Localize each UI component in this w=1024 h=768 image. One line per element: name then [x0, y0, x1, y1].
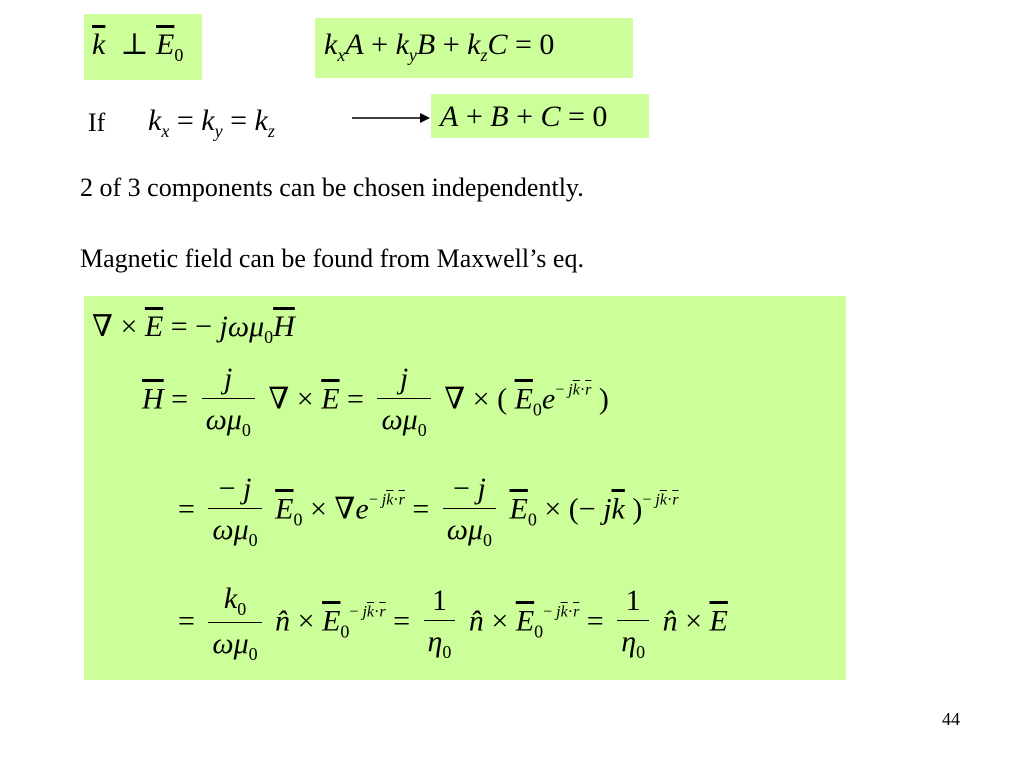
eq-condition: $k_x = k_y = k_z$ — [148, 104, 275, 141]
maxwell-line-4: = $\frac{k_0}{\omega\mu_0}$ n̂ × $\overline{E}_0^{- j\overline{k}\cdot\overline{r}}$ = $\frac{1}{\eta_0}$ n̂ × $\overline{E}_0^{- j\overline{k}\cdot\overline{r}}$ = $\frac{1}{\eta_0}$ n̂ × $\overline{E}$ — [178, 582, 728, 664]
text-magnetic: Magnetic field can be found from Maxwell’s eq. — [80, 244, 584, 273]
eq-result: A + B + C = 0 — [440, 100, 608, 133]
maxwell-line-1: ∇ × $\overline{E}$ = − $j\omega\mu_0\overline{H}$ — [92, 310, 295, 347]
maxwell-line-2: $\overline{H}$ = $\frac{j}{\omega\mu_0}$ ∇ × $\overline{E}$ = $\frac{j}{\omega\mu_0}$ ∇ × ( $\overline{E}_0e^{- j\overline{k}\cdot\overline{r}}$ ) — [142, 362, 609, 440]
page-number: 44 — [942, 709, 960, 729]
maxwell-line-3: = $\frac{- j}{\omega\mu_0}$ $\overline{E}_0 \times \nabla e^{- j\overline{k}\cdot\overline{r}}$ = $\frac{- j}{\omega\mu_0}$ $\overline{E}_0$ × (− $j\overline{k}$ )$^{- j\overline{k}\cdot\overline{r}}$ — [178, 472, 679, 550]
text-components: 2 of 3 components can be chosen independently. — [80, 173, 584, 202]
eq-orthogonal: $\overline{k}$ ⊥ $\overline{E}_0$ — [92, 28, 184, 65]
arrow-right-icon — [352, 112, 432, 124]
if-label: If — [88, 108, 106, 137]
eq-component-sum: $k_xA + k_yB + k_zC = 0$ — [324, 28, 555, 65]
